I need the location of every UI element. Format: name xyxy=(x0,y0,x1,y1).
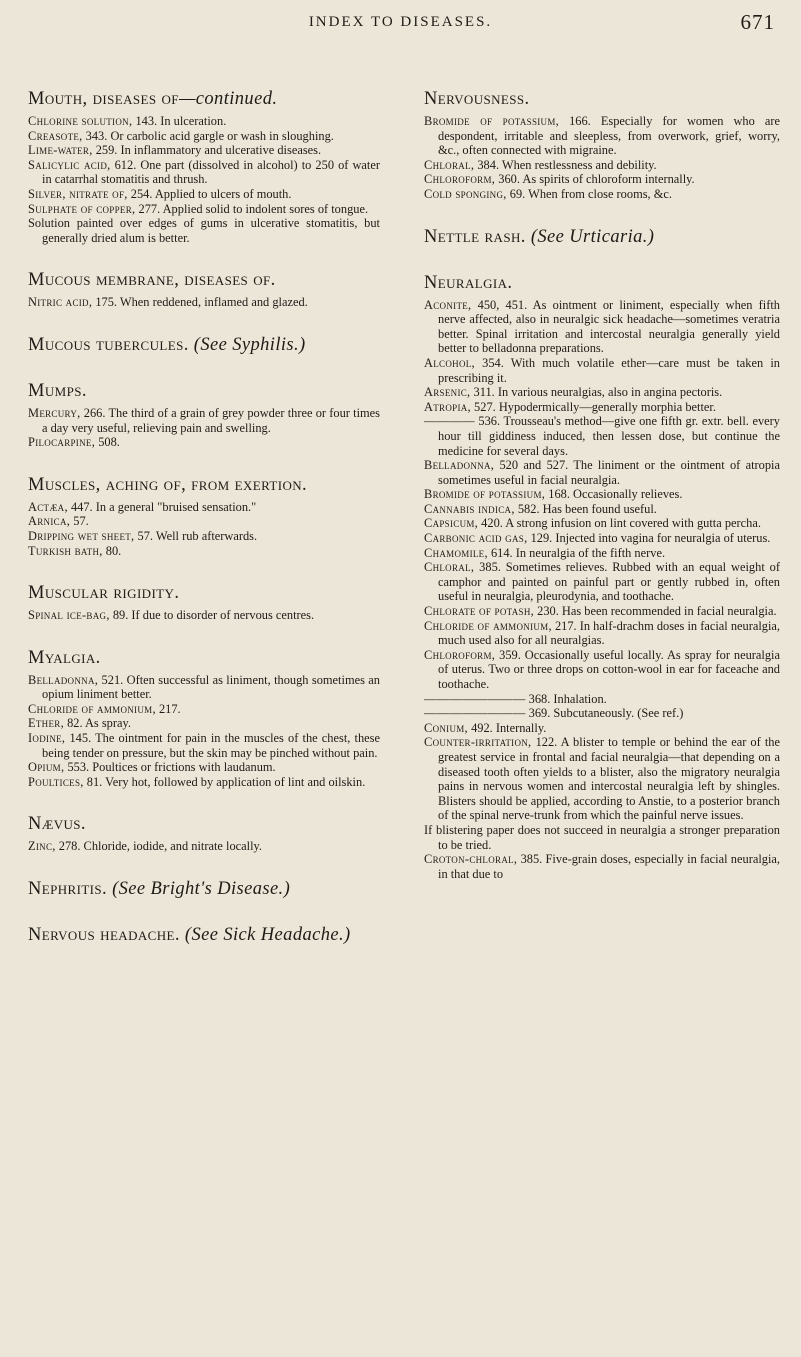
section-heading xyxy=(28,647,380,669)
entry-text: 259. In inflammatory and ulcerative diseases. xyxy=(92,143,322,158)
index-entry xyxy=(28,202,380,217)
see-reference: (See Syphilis.) xyxy=(188,334,306,355)
entry-text: 57. Well rub afterwards. xyxy=(134,528,258,543)
entry-text: 492. Internally. xyxy=(467,720,547,735)
entry-remedy: Chloride of ammonium, xyxy=(28,701,156,716)
entry-text: 166. Especially for women who are despondent, irritable and sleepless, from overwork, grief, worry, &c., often connected with migraine. xyxy=(438,114,780,158)
heading-text: Nephritis. xyxy=(28,879,108,900)
index-entry xyxy=(28,544,380,559)
index-entry xyxy=(28,435,380,450)
entry-remedy: Atropia, xyxy=(424,399,471,414)
entry-remedy: Chloral, xyxy=(424,157,475,172)
running-head: INDEX TO DISEASES. xyxy=(308,14,493,30)
index-entry xyxy=(28,187,380,202)
index-entry xyxy=(424,531,780,546)
entry-remedy: ———— xyxy=(424,414,475,429)
index-entry xyxy=(424,414,780,458)
entry-text: 145. The ointment for pain in the muscles of the chest, these being tender on pressure, but the skin may be pinched without pain. xyxy=(42,731,380,760)
index-entry xyxy=(28,129,380,144)
entry-text: 175. When reddened, inflamed and glazed. xyxy=(92,295,308,310)
entry-remedy: Chloride of ammonium, xyxy=(424,618,552,633)
section-heading xyxy=(28,813,380,835)
entry-text: 217. In half-drachm doses in facial neuralgia, much used also for all neuralgias. xyxy=(438,618,781,648)
entry-remedy: Spinal ice-bag, xyxy=(28,608,110,623)
index-entry xyxy=(424,852,780,881)
entry-remedy: Opium, xyxy=(28,760,65,775)
entry-text: 343. Or carbolic acid gargle or wash in sloughing. xyxy=(82,128,334,143)
entry-text: 311. In various neuralgias, also in angina pectoris. xyxy=(470,385,723,400)
entry-text: 278. Chloride, iodide, and nitrate locally. xyxy=(55,839,263,854)
section-heading xyxy=(424,226,780,248)
index-section xyxy=(28,474,380,558)
entry-text: 521. Often successful as liniment, though sometimes an opium liniment better. xyxy=(42,672,380,702)
entry-remedy: Chlorine solution, xyxy=(28,114,133,128)
entry-remedy: Mercury, xyxy=(28,405,81,420)
entry-remedy: Poultices, xyxy=(28,774,84,789)
index-entry xyxy=(424,823,780,852)
entry-remedy: Chloroform, xyxy=(424,172,496,187)
entry-remedy: Cold sponging, xyxy=(424,186,507,201)
heading-text: Muscles, aching of, from exertion. xyxy=(28,474,308,495)
index-section xyxy=(424,88,780,202)
section-heading xyxy=(28,582,380,604)
heading-text: Nervousness. xyxy=(424,89,530,109)
entry-text: 143. In ulceration. xyxy=(132,114,227,128)
index-entry xyxy=(28,216,380,245)
heading-text: Mumps. xyxy=(28,380,87,401)
entry-text: 536. Trousseau's method—give one fifth gr. extr. bell. every hour till giddiness induced, then lessen dose, but continue the medicine for several days. xyxy=(438,414,780,458)
index-entry xyxy=(28,608,380,623)
entry-text: 614. In neuralgia of the fifth nerve. xyxy=(487,545,666,560)
index-entry xyxy=(424,516,780,531)
index-entry xyxy=(424,114,780,158)
index-section xyxy=(424,272,780,882)
index-entry xyxy=(424,648,780,692)
index-entry xyxy=(424,400,780,415)
index-entry xyxy=(424,187,780,202)
heading-text: Mucous tubercules. xyxy=(28,334,189,355)
entry-text: 89. If due to disorder of nervous centres. xyxy=(109,608,315,623)
entry-text: 369. Subcutaneously. (See ref.) xyxy=(525,706,684,721)
heading-text: Myalgia. xyxy=(28,647,101,668)
heading-text: Muscular rigidity. xyxy=(28,583,180,604)
index-entry xyxy=(424,721,780,736)
index-entry xyxy=(28,673,380,702)
index-section xyxy=(28,647,380,790)
index-entry xyxy=(424,298,780,356)
section-heading xyxy=(424,88,780,110)
index-entry xyxy=(424,458,780,487)
entry-remedy: Sulphate of copper, xyxy=(28,201,136,216)
index-section xyxy=(28,334,380,356)
entry-remedy: Ether, xyxy=(28,716,64,731)
entry-text: 385. Five-grain doses, especially in facial neuralgia, in that due to xyxy=(438,852,780,881)
index-entry xyxy=(28,839,380,854)
index-entry xyxy=(28,114,380,129)
index-entry xyxy=(28,158,380,187)
entry-remedy: Arsenic, xyxy=(424,385,471,400)
entry-remedy: Chlorate of potash, xyxy=(424,604,535,619)
see-reference: (See Sick Headache.) xyxy=(179,925,351,946)
entry-remedy: Actæa, xyxy=(28,499,68,514)
entry-text: 81. Very hot, followed by application of lint and oilskin. xyxy=(83,774,366,789)
index-entry xyxy=(28,702,380,717)
index-entry xyxy=(28,143,380,158)
entry-text: 230. Has been recommended in facial neuralgia. xyxy=(534,604,777,619)
index-entry xyxy=(424,172,780,187)
section-heading xyxy=(28,380,380,402)
entry-text: 168. Occasionally relieves. xyxy=(545,487,683,502)
index-entry xyxy=(424,502,780,517)
entry-text: 420. A strong infusion on lint covered with gutta percha. xyxy=(478,516,761,531)
section-heading xyxy=(28,924,380,946)
entry-remedy: Pilocarpine, xyxy=(28,435,96,450)
heading-continued: —continued. xyxy=(178,89,278,109)
index-section xyxy=(28,582,380,623)
entry-remedy: Croton-chloral, xyxy=(424,852,518,867)
index-entry xyxy=(28,775,380,790)
section-heading xyxy=(424,272,780,294)
index-entry xyxy=(28,760,380,775)
entry-remedy: Lime-water, xyxy=(28,143,93,158)
entry-remedy: Chloral, xyxy=(424,560,475,575)
entry-text: 612. One part (dissolved in alcohol) to 250 of water in catarrhal stomatitis and thrush. xyxy=(42,157,380,187)
see-reference: (See Bright's Disease.) xyxy=(107,879,291,900)
entry-remedy: Zinc, xyxy=(28,839,56,854)
entry-text: 360. As spirits of chloroform internally. xyxy=(495,172,695,187)
entry-remedy: ———————— xyxy=(424,691,526,706)
entry-text: 384. When restlessness and debility. xyxy=(474,157,657,172)
index-entry xyxy=(424,560,780,604)
entry-remedy: Arnica, xyxy=(28,514,71,529)
index-entry xyxy=(28,295,380,310)
index-entry xyxy=(28,514,380,529)
entry-remedy: Cannabis indica, xyxy=(424,501,515,516)
index-section xyxy=(28,269,380,310)
entry-text: 82. As spray. xyxy=(63,716,131,731)
entry-remedy: Salicylic acid, xyxy=(28,157,111,172)
entry-remedy: ———————— xyxy=(424,706,526,721)
entry-text: 508. xyxy=(95,435,120,450)
index-section xyxy=(28,88,380,245)
index-entry xyxy=(28,406,380,435)
entry-remedy: Iodine, xyxy=(28,731,66,746)
entry-text: 447. In a general "bruised sensation." xyxy=(67,499,257,514)
index-section xyxy=(28,878,380,900)
entry-remedy: Alcohol, xyxy=(424,355,475,370)
section-heading xyxy=(28,269,380,291)
heading-text: Nervous headache. xyxy=(28,925,180,946)
index-entry xyxy=(424,385,780,400)
entry-text: 69. When from close rooms, &c. xyxy=(506,186,672,201)
left-column xyxy=(28,88,380,970)
entry-remedy: Belladonna, xyxy=(424,458,495,473)
entry-remedy: Chloroform, xyxy=(424,647,496,662)
index-entry xyxy=(28,731,380,760)
index-entry xyxy=(424,487,780,502)
entry-text: 57. xyxy=(70,514,89,529)
index-entry xyxy=(424,546,780,561)
entry-text: 582. Has been found useful. xyxy=(514,501,657,516)
entry-remedy: Counter-irritation, xyxy=(424,735,532,750)
heading-text: Neuralgia. xyxy=(424,272,513,293)
entry-text: 122. A blister to temple or behind the ear of the greatest service in frontal and facial neuralgia—that depending on a diseased tooth often yields to a blister, also the migratory neuralgia pains in nervous women and intercostal neuralgia left by shingles. Blisters should be applied, according to Anstie, to a posterior branch of the spinal nerve-trunk from which the painful nerve issues. xyxy=(438,735,780,823)
index-entry xyxy=(424,692,780,707)
entry-remedy: Dripping wet sheet, xyxy=(28,528,135,543)
entry-text: 520 and 527. The liniment or the ointment of atropia sometimes useful in facial neuralgia. xyxy=(438,458,780,487)
heading-text: Nettle rash. xyxy=(424,226,526,247)
section-heading xyxy=(28,88,380,110)
index-entry xyxy=(424,706,780,721)
right-column xyxy=(424,88,780,905)
entry-remedy: Bromide of potassium, xyxy=(424,487,546,502)
index-section xyxy=(28,813,380,854)
index-entry xyxy=(28,716,380,731)
heading-text: Mouth, diseases of xyxy=(28,89,179,109)
entry-text: 254. Applied to ulcers of mouth. xyxy=(127,186,292,201)
entry-text: 450, 451. As ointment or liniment, especially when fifth nerve affected, also in neuralgic sick headache—sometimes veratria better. Spinal irritation and intercostal neuralgia generally yield better to belladonna preparations. xyxy=(438,297,780,356)
index-section xyxy=(28,924,380,946)
entry-remedy: Creasote, xyxy=(28,128,83,143)
index-entry xyxy=(424,356,780,385)
entry-remedy: Silver, nitrate of, xyxy=(28,186,128,201)
section-heading xyxy=(28,878,380,900)
entry-text: 80. xyxy=(102,543,122,558)
section-heading xyxy=(28,334,380,356)
entry-text: 277. Applied solid to indolent sores of tongue. xyxy=(135,201,369,216)
entry-remedy: Chamomile, xyxy=(424,545,488,560)
entry-text: 217. xyxy=(155,701,181,716)
entry-remedy: Bromide of potassium, xyxy=(424,114,560,128)
entry-remedy: Aconite, xyxy=(424,297,472,312)
entry-text: 527. Hypodermically—generally morphia better. xyxy=(470,399,716,414)
see-reference: (See Urticaria.) xyxy=(525,226,655,247)
entry-remedy: Belladonna, xyxy=(28,672,99,687)
entry-text: 354. With much volatile ether—care must be taken in prescribing it. xyxy=(438,355,780,385)
index-entry xyxy=(28,529,380,544)
section-heading xyxy=(28,474,380,496)
entry-text: 129. Injected into vagina for neuralgia of uterus. xyxy=(527,531,771,546)
entry-text: 553. Poultices or frictions with laudanum. xyxy=(64,760,276,775)
index-section xyxy=(28,380,380,450)
heading-text: Nævus. xyxy=(28,814,86,835)
index-entry xyxy=(424,158,780,173)
entry-text: 368. Inhalation. xyxy=(525,691,607,706)
entry-text: 359. Occasionally useful locally. As spray for neuralgia of uterus. Two or three drops on cotton-wool in ear for faceache and toothache. xyxy=(438,647,780,691)
index-section xyxy=(424,226,780,248)
index-entry xyxy=(28,500,380,515)
heading-text: Mucous membrane, diseases of. xyxy=(28,270,276,291)
entry-text: If blistering paper does not succeed in neuralgia a stronger preparation to be tried. xyxy=(424,822,780,852)
page-number: 671 xyxy=(740,10,775,34)
entry-remedy: Carbonic acid gas, xyxy=(424,531,528,546)
entry-text: 385. Sometimes relieves. Rubbed with an equal weight of camphor and painted on painful part or gently rubbed in, often useful in neuralgia, pleurodynia, and toothache. xyxy=(438,560,780,604)
index-entry xyxy=(424,619,780,648)
entry-remedy: Turkish bath, xyxy=(28,543,103,558)
index-entry xyxy=(424,735,780,823)
entry-remedy: Nitric acid, xyxy=(28,295,93,310)
entry-remedy: Conium, xyxy=(424,720,468,735)
entry-text: 266. The third of a grain of grey powder three or four times a day very useful, relieving pain and swelling. xyxy=(42,405,380,435)
entry-text: Solution painted over edges of gums in ulcerative stomatitis, but generally dried alum is better. xyxy=(28,216,380,245)
entry-remedy: Capsicum, xyxy=(424,516,479,531)
index-entry xyxy=(424,604,780,619)
